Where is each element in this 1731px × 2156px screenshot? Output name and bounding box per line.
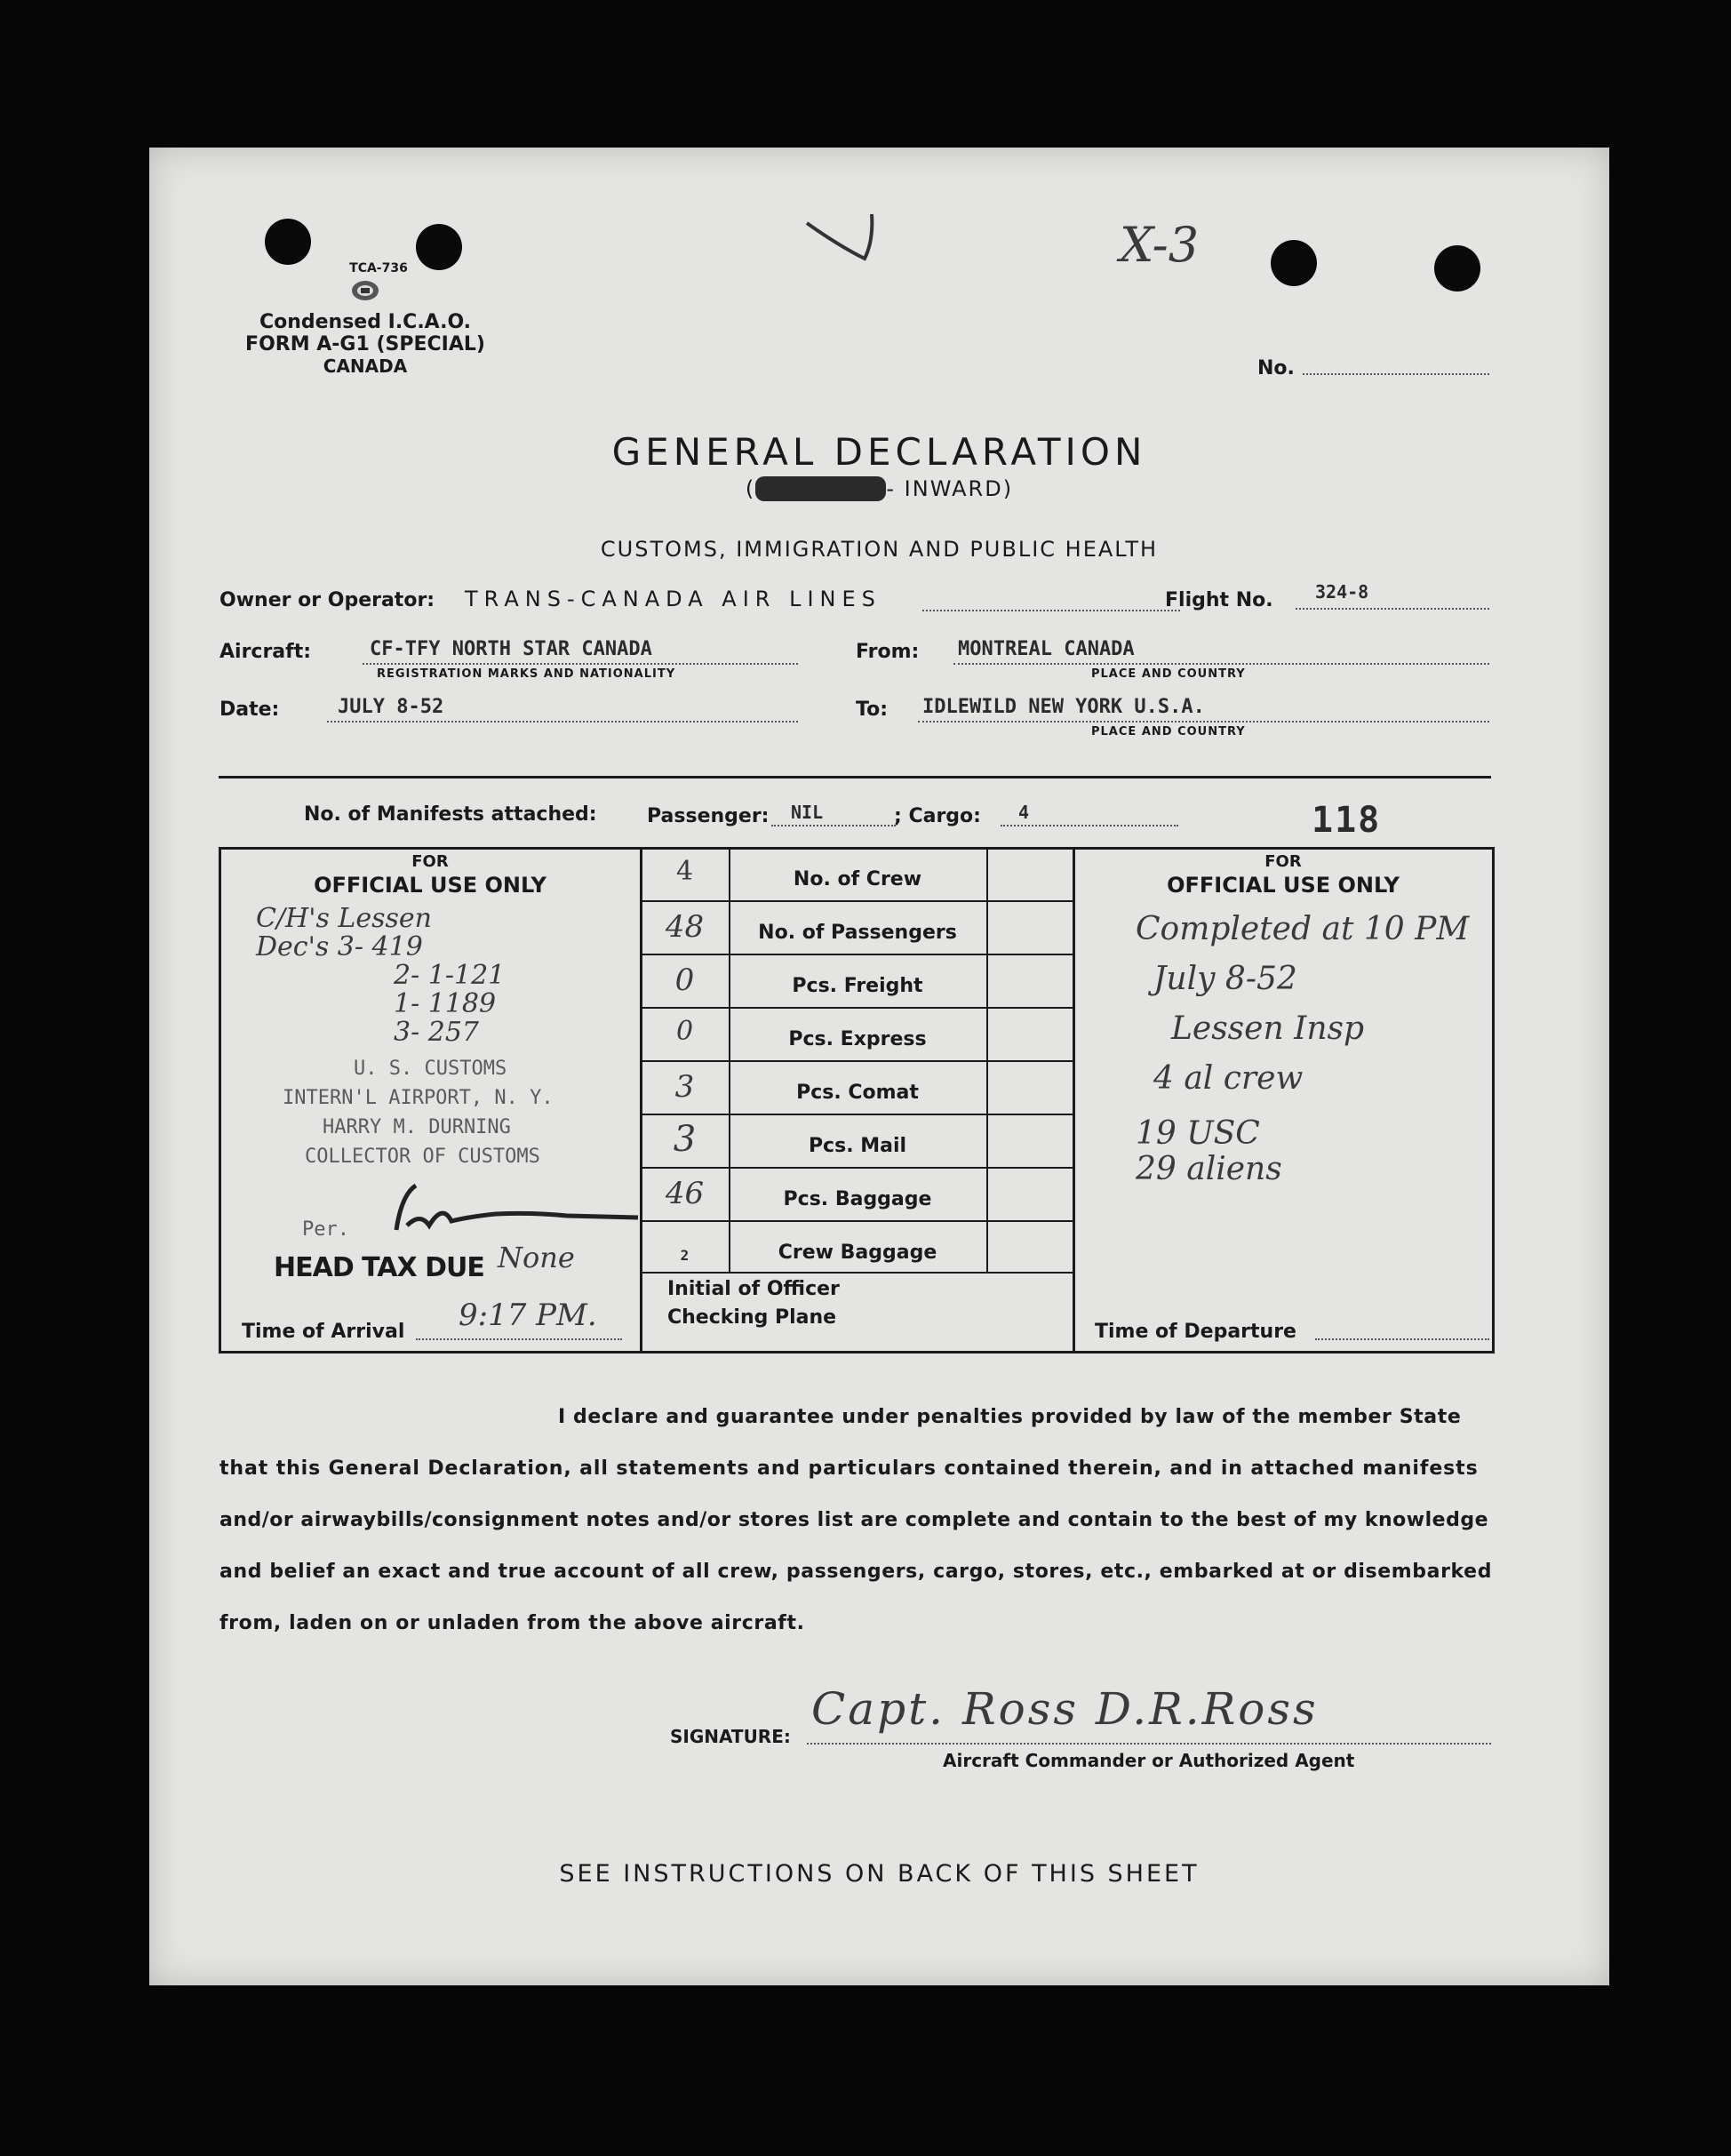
count-label: Pcs. Comat xyxy=(796,1082,919,1104)
from-line xyxy=(953,663,1489,665)
right-heading2: OFFICIAL USE ONLY xyxy=(1167,873,1400,898)
aircraft-line xyxy=(363,663,798,665)
passenger-label: Passenger: xyxy=(647,805,770,827)
flight-value: 324-8 xyxy=(1315,581,1369,603)
arrival-line xyxy=(416,1338,622,1340)
stamp-line: U. S. CUSTOMS xyxy=(354,1058,507,1080)
count-label: No. of Crew xyxy=(793,868,922,890)
note-line: Lessen Insp xyxy=(1171,1010,1365,1047)
note-line: Dec's 3- 419 xyxy=(256,931,423,962)
signature-label: SIGNATURE: xyxy=(670,1726,791,1747)
count-row xyxy=(641,1114,1073,1169)
count-row xyxy=(641,900,1073,955)
form-line2: FORM A-G1 (SPECIAL) xyxy=(245,333,485,355)
signature-value: Capt. Ross D.R.Ross xyxy=(811,1683,1319,1735)
left-heading2: OFFICIAL USE ONLY xyxy=(314,873,546,898)
note-line: 2- 1-121 xyxy=(394,960,506,991)
flight-line xyxy=(1296,608,1489,610)
count-row xyxy=(641,1220,1073,1274)
aircraft-value: CF-TFY NORTH STAR CANADA xyxy=(370,638,652,660)
count-value: 48 xyxy=(665,909,705,945)
airline-logo-icon xyxy=(350,279,380,302)
to-line xyxy=(918,721,1489,723)
from-caption: PLACE AND COUNTRY xyxy=(1091,667,1246,681)
from-value: MONTREAL CANADA xyxy=(958,638,1135,660)
declaration-line: I declare and guarantee under penalties provided by law of the member State xyxy=(558,1406,1462,1428)
right-heading1: FOR xyxy=(1264,852,1302,871)
initial-officer-label xyxy=(667,1275,840,1332)
officer-initials-icon xyxy=(389,1177,656,1239)
stamp-line: COLLECTOR OF CUSTOMS xyxy=(305,1146,540,1168)
count-value: 4 xyxy=(675,856,694,887)
form-line3: CANADA xyxy=(323,355,408,377)
page-title: GENERAL DECLARATION xyxy=(611,430,1147,474)
direction-open: ( xyxy=(745,476,756,501)
from-label: From: xyxy=(856,641,920,663)
note-line: 1- 1189 xyxy=(394,988,497,1019)
cargo-label: ; Cargo: xyxy=(894,805,981,827)
customs-stamp xyxy=(283,1054,554,1171)
declaration-line: from, laden on or unladen from the above aircraft. xyxy=(219,1612,805,1634)
signature-line xyxy=(807,1743,1491,1745)
stamp-line: INTERN'L AIRPORT, N. Y. xyxy=(283,1087,554,1109)
declaration-line: and belief an exact and true account of all crew, passengers, cargo, stores, etc., embarked at or disembarked xyxy=(219,1561,1493,1583)
arrival-value: 9:17 PM. xyxy=(459,1298,597,1333)
count-row xyxy=(641,1060,1073,1115)
left-heading1: FOR xyxy=(411,852,449,871)
note-line: Completed at 10 PM xyxy=(1136,911,1470,947)
check-mark-icon xyxy=(802,205,909,276)
declaration-line: and/or airwaybills/consignment notes and/or stores list are complete and contain to the best of my knowledge xyxy=(219,1509,1489,1531)
count-value: 3 xyxy=(674,1069,695,1105)
count-row xyxy=(641,1167,1073,1222)
count-row xyxy=(641,1007,1073,1062)
passenger-line xyxy=(771,825,896,826)
note-line: 4 al crew xyxy=(1153,1060,1304,1097)
signature-caption: Aircraft Commander or Authorized Agent xyxy=(943,1750,1355,1771)
form-id-block xyxy=(219,261,512,377)
count-label: Crew Baggage xyxy=(778,1242,937,1264)
per-label: Per. xyxy=(302,1218,349,1241)
manifests-label: No. of Manifests attached: xyxy=(304,803,597,826)
right-notes xyxy=(1136,905,1469,1187)
punch-hole xyxy=(265,219,311,265)
no-line xyxy=(1303,373,1489,375)
head-tax-label: HEAD TAX DUE xyxy=(274,1252,484,1283)
to-value: IDLEWILD NEW YORK U.S.A. xyxy=(922,696,1205,718)
note-line: July 8-52 xyxy=(1153,961,1297,997)
head-tax-value: None xyxy=(498,1241,575,1274)
section-divider xyxy=(219,776,1491,779)
cargo-line xyxy=(1001,825,1178,826)
stamp-line: HARRY M. DURNING xyxy=(323,1116,511,1138)
count-value: 3 xyxy=(673,1119,697,1160)
form-code: TCA-736 xyxy=(349,261,408,275)
aircraft-label: Aircraft: xyxy=(219,641,312,663)
stamp-number: 118 xyxy=(1312,800,1382,841)
count-label: Pcs. Baggage xyxy=(783,1188,932,1210)
initial-officer-line2: Checking Plane xyxy=(667,1306,837,1329)
file-mark: X-3 xyxy=(1120,217,1200,273)
count-label: No. of Passengers xyxy=(758,922,957,944)
aircraft-caption: REGISTRATION MARKS AND NATIONALITY xyxy=(377,667,676,681)
to-caption: PLACE AND COUNTRY xyxy=(1091,725,1246,739)
owner-value: TRANS-CANADA AIR LINES xyxy=(465,587,881,611)
date-label: Date: xyxy=(219,699,280,721)
passenger-value: NIL xyxy=(791,802,824,823)
date-line xyxy=(327,721,798,723)
note-line: 29 aliens xyxy=(1136,1151,1282,1187)
declaration-sheet xyxy=(149,148,1609,1985)
owner-line xyxy=(922,610,1180,611)
count-value: 0 xyxy=(674,962,695,998)
direction-inward: - INWARD) xyxy=(886,476,1014,501)
departure-label: Time of Departure xyxy=(1095,1321,1296,1343)
count-label: Pcs. Express xyxy=(788,1028,927,1050)
count-row xyxy=(641,847,1073,902)
to-label: To: xyxy=(856,699,888,721)
initial-officer-line1: Initial of Officer xyxy=(667,1278,840,1300)
count-value: 0 xyxy=(675,1016,694,1047)
flight-label: Flight No. xyxy=(1165,589,1273,611)
date-value: JULY 8-52 xyxy=(338,696,444,718)
subtitle: CUSTOMS, IMMIGRATION AND PUBLIC HEALTH xyxy=(600,537,1159,562)
owner-label: Owner or Operator: xyxy=(219,589,435,611)
left-notes xyxy=(256,905,505,1047)
no-label: No. xyxy=(1257,357,1295,379)
note-line: 19 USC xyxy=(1136,1115,1260,1152)
count-label: Pcs. Freight xyxy=(792,975,923,997)
count-label: Pcs. Mail xyxy=(808,1135,907,1157)
departure-line xyxy=(1315,1338,1489,1340)
count-value: 46 xyxy=(665,1176,705,1211)
punch-hole xyxy=(1271,240,1317,286)
table-divider xyxy=(1073,847,1075,1353)
note-line: 3- 257 xyxy=(394,1017,480,1048)
arrival-label: Time of Arrival xyxy=(242,1321,405,1343)
direction-line xyxy=(149,476,1609,501)
count-row xyxy=(641,954,1073,1009)
note-line: C/H's Lessen xyxy=(256,903,432,934)
form-line1: Condensed I.C.A.O. xyxy=(259,311,472,333)
punch-hole xyxy=(1434,245,1480,291)
declaration-line: that this General Declaration, all statements and particulars contained therein, and in attached manifests xyxy=(219,1457,1479,1480)
footer-note: SEE INSTRUCTIONS ON BACK OF THIS SHEET xyxy=(559,1860,1200,1888)
count-value: 2 xyxy=(680,1247,690,1264)
cargo-value: 4 xyxy=(1018,802,1030,823)
struck-outward: OUTWARD xyxy=(755,476,886,501)
